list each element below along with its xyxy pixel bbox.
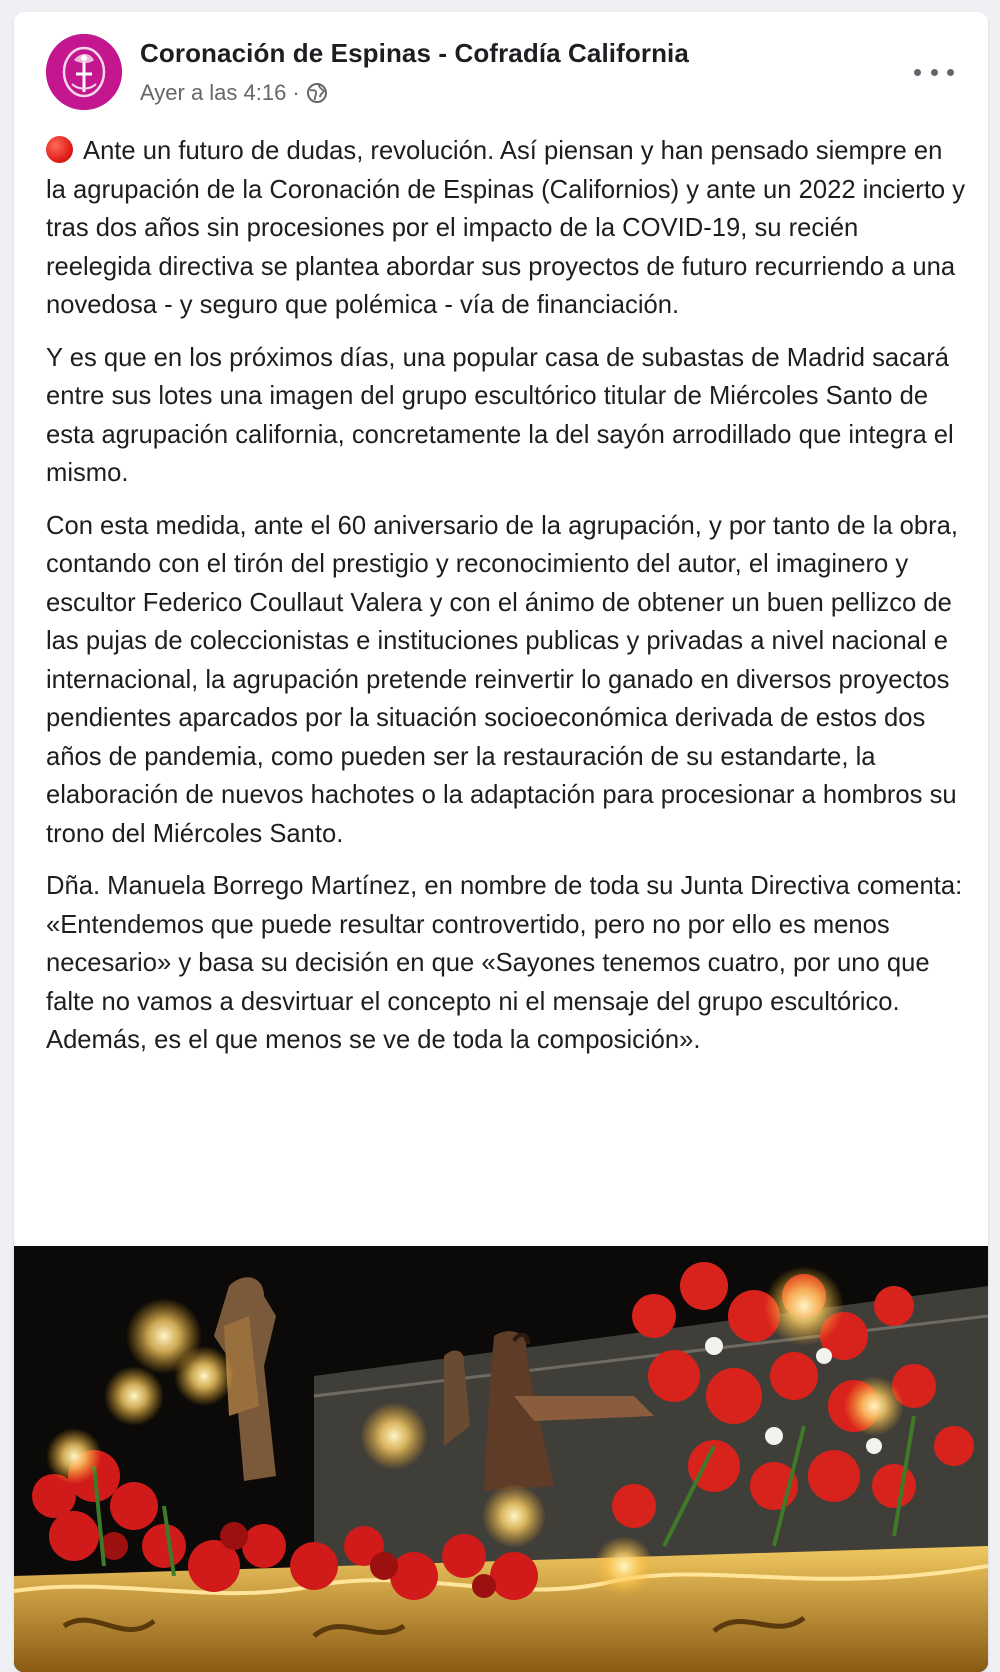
post-paragraph-text: Ante un futuro de dudas, revolución. Así piensan y han pensado siempre en la agrupación de la Coronación de Espinas (Californios) y ante un 2022 incierto y tras dos años sin procesiones por el impacto de la COVID-19, su recién reelegida directiva se plantea abordar sus proyectos de futuro recurriendo a una novedosa - y seguro que polémica - vía de financiación. [46, 137, 966, 319]
more-options-dot [931, 69, 938, 76]
post-photo[interactable] [14, 1246, 988, 1672]
more-options-icon [914, 69, 921, 76]
more-options-dot [947, 69, 954, 76]
page-name-link[interactable]: Coronación de Espinas - Cofradía California [140, 38, 689, 68]
cofradia-logo-icon [46, 34, 122, 110]
meta-separator: · [292, 80, 300, 105]
post-card [14, 12, 988, 1672]
post-timestamp[interactable]: Ayer a las 4:16 [140, 80, 287, 105]
post-header [14, 12, 988, 112]
post-body [46, 132, 966, 1074]
procession-throne-image [14, 1246, 988, 1672]
post-paragraph-3: Con esta medida, ante el 60 aniversario de la agrupación, y por tanto de la obra, contando con el tirón del prestigio y reconocimiento del autor, el imaginero y escultor Federico Coullaut Valera y con el ánimo de obtener un buen pellizco de las pujas de coleccionistas e instituciones publicas y privadas a nivel nacional e internacional, la agrupación pretende reinvertir lo ganado en diversos proyectos pendientes aparcados por la situación socioeconómica derivada de estos dos años de pandemia, como pueden ser la restauración de su estandarte, la elaboración de nuevos hachotes o la adaptación para procesionar a hombros su trono del Miércoles Santo. [46, 511, 959, 848]
page-avatar[interactable] [46, 34, 122, 110]
globe-icon [306, 82, 328, 104]
post-paragraph-4: Dña. Manuela Borrego Martínez, en nombre de toda su Junta Directiva comenta: «Entendemos que puede resultar controvertido, pero no por ello es menos necesario» y basa su decisión en que «Sayones tenemos cuatro, por uno que falte no vamos a desvirtuar el concepto ni el mensaje del grupo escultórico. Además, es el que menos se ve de toda la composición». [46, 872, 963, 1054]
post-paragraph-2: Y es que en los próximos días, una popular casa de subastas de Madrid sacará entre sus lotes una imagen del grupo escultórico titular de Miércoles Santo de esta agrupación california, concretamente la del sayón arrodillado que integra el mismo. [46, 343, 954, 487]
post-meta [140, 80, 328, 106]
post-paragraph-1 [46, 132, 966, 325]
more-options-button[interactable] [914, 60, 954, 84]
red-circle-icon [46, 136, 73, 163]
